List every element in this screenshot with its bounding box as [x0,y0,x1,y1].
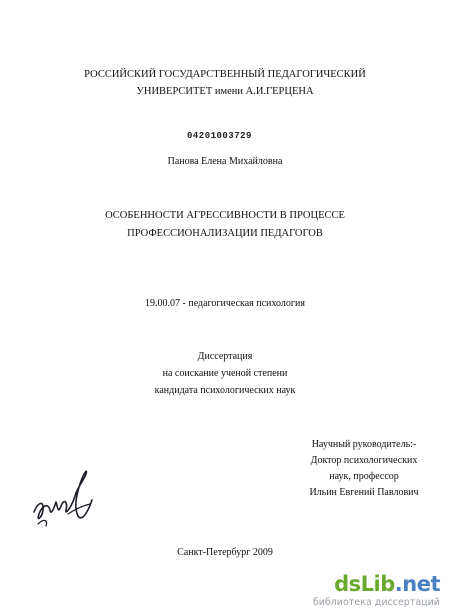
specialty-code: 19.00.07 - педагогическая психология [145,298,305,309]
work-type-line2: на соискание ученой степени [162,368,288,379]
supervisor-block [284,437,444,501]
dissertation-title-line1: ОСОБЕННОСТИ АГРЕССИВНОСТИ В ПРОЦЕССЕ [105,210,345,221]
dslib-watermark[interactable] [290,574,440,608]
work-type-line1: Диссертация [197,351,253,362]
supervisor-name: Ильин Евгений Павлович [309,487,419,498]
university-name-line2: УНИВЕРСИТЕТ имени А.И.ГЕРЦЕНА [136,86,314,97]
city-and-year: Санкт-Петербург 2009 [177,547,273,558]
logo-part-ds: ds [334,572,361,596]
author-name: Панова Елена Михайловна [167,156,283,167]
dissertation-title-line2: ПРОФЕССИОНАЛИЗАЦИИ ПЕДАГОГОВ [127,228,323,239]
supervisor-rank: наук, профессор [329,471,399,482]
supervisor-label: Научный руководитель:- [311,439,417,450]
logo-part-lib: Lib [360,572,395,596]
logo-part-net: .net [394,572,440,596]
university-name-line1: РОССИЙСКИЙ ГОСУДАРСТВЕННЫЙ ПЕДАГОГИЧЕСКИЙ [84,69,366,80]
dslib-subtitle: библиотека диссертаций [312,597,440,608]
supervisor-degree: Доктор психологических [310,455,418,466]
registration-number: 04201003729 [187,131,252,141]
handwritten-signature [30,462,105,532]
work-type-line3: кандидата психологических наук [154,385,296,396]
dslib-logo [290,574,440,595]
